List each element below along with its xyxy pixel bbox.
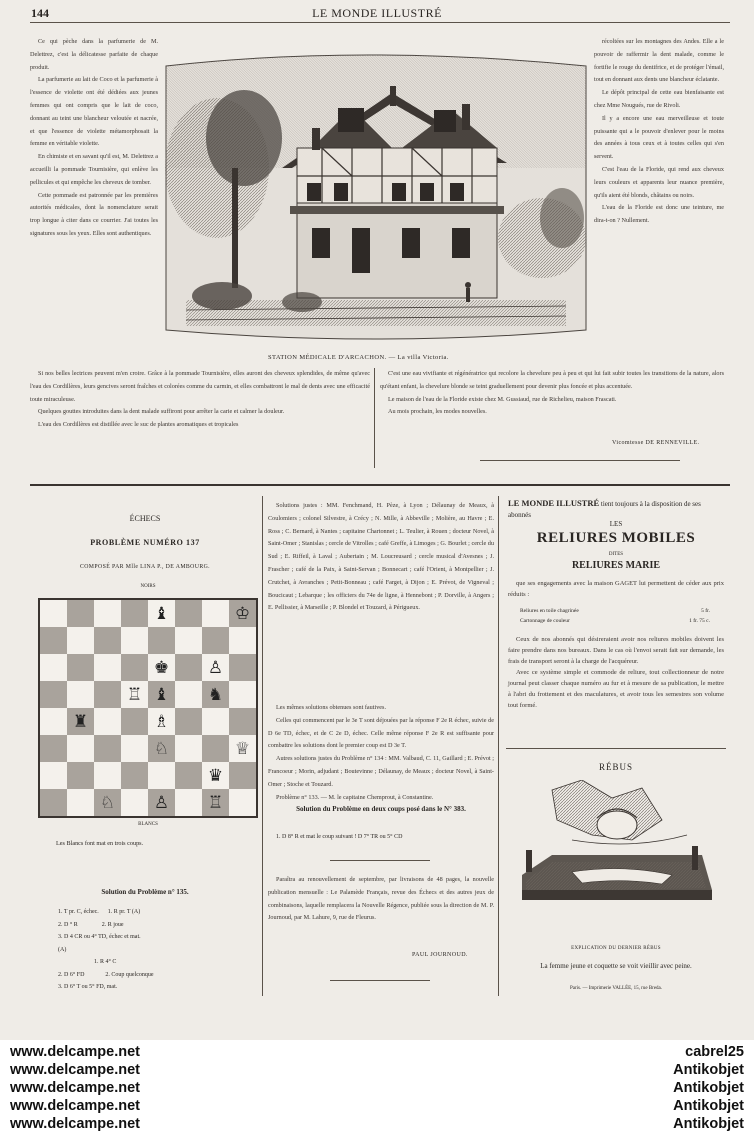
page-header bbox=[0, 4, 754, 20]
board-square bbox=[67, 789, 94, 816]
announcement-text: Paraîtra au renouvellement de septembre, par livraisons de 48 pages, la nouvelle publication mensuelle : Le Palamède Français, revue des Échecs et des autres jeux de combinaisons, laquelle remplacera la Nouvelle Régence, publiée sous la direction de M. P. Journoud, par M. Lahure, 9, rue de Fleurus. bbox=[268, 876, 494, 922]
masthead: LE MONDE ILLUSTRÉ bbox=[312, 6, 442, 20]
chess-solution-title: Solution du Problème n° 135. bbox=[101, 888, 189, 896]
middle-signature: PAUL JOURNOUD. bbox=[412, 952, 468, 958]
price-item: Cartonnage de couleur bbox=[520, 618, 570, 624]
engagement bbox=[508, 578, 724, 600]
board-square bbox=[67, 735, 94, 762]
paragraph: Si nos belles lectrices peuvent m'en croire. Grâce à la pommade Tournisière, elles auront des cheveux splendides, de même qu'avec l'eau des Cordillères, leurs gencives seront fraîches et colorées comme du carmin, et elles combattront le mal de dents avec une efficacité toute miraculeuse. bbox=[30, 370, 370, 403]
watermark-footer bbox=[0, 1040, 754, 1131]
solvers-list bbox=[268, 500, 494, 615]
end-rule bbox=[480, 460, 680, 461]
board-square bbox=[202, 708, 229, 735]
paragraph: Ceux de nos abonnés qui désireraient avoir nos reliures mobiles doivent les faire prendre dans nos bureaux. Dans le cas où l'envoi serait fait sur demande, les frais de transport seront à la charge de l'acquéreur. bbox=[508, 636, 724, 665]
board-square bbox=[40, 681, 67, 708]
board-square: ♙ bbox=[148, 789, 175, 816]
paragraph: Ce qui pèche dans la parfumerie de M. Delettrez, c'est la délicatesse parfaite de chaque produit. bbox=[30, 38, 158, 71]
article-continued-left bbox=[30, 368, 370, 432]
board-square bbox=[121, 708, 148, 735]
board-square bbox=[40, 762, 67, 789]
paragraph: La parfumerie au lait de Coco et la parfumerie à l'essence de violette ont été dédiées aux jeunes femmes qui ont compris que le lait de coco, donnant au teint une blancheur veloutée et nacrée, et que l'essence de violette métamorphosait la femme en véritable violette. bbox=[30, 76, 158, 148]
header-rule bbox=[30, 22, 730, 23]
footer-seller-name: Antikobjet bbox=[673, 1062, 744, 1078]
solver-notes bbox=[268, 702, 494, 804]
footer-seller-name: Antikobjet bbox=[673, 1116, 744, 1132]
board-square: ♘ bbox=[148, 735, 175, 762]
footer-site-link: www.delcampe.net bbox=[10, 1044, 140, 1060]
announcement bbox=[268, 874, 494, 925]
article-continued-right bbox=[380, 368, 724, 419]
dites-label: DITES bbox=[608, 552, 624, 557]
board-square: ♛ bbox=[202, 762, 229, 789]
middle-solution-title: Solution du Problème en deux coups posé dans le N° 383. bbox=[296, 805, 466, 813]
board-square bbox=[94, 600, 121, 627]
rebus-explanation-title: EXPLICATION DU DERNIER RÉBUS bbox=[571, 946, 661, 951]
board-square bbox=[94, 708, 121, 735]
rebus-illustration bbox=[512, 780, 720, 930]
price-value: 5 fr. bbox=[701, 608, 710, 614]
mate-note: Les Blancs font mat en trois coups. bbox=[56, 840, 144, 847]
chess-section-title: ÉCHECS bbox=[129, 514, 161, 523]
column-divider bbox=[262, 496, 263, 996]
short-rule bbox=[330, 860, 430, 861]
board-square bbox=[121, 762, 148, 789]
paragraph: Il y a encore une eau merveilleuse et toute puissante qui a le pouvoir d'enlever pour le moins des années à tous ceux et à toutes celles qui s'en servent. bbox=[594, 114, 724, 161]
board-square bbox=[148, 762, 175, 789]
board-square bbox=[67, 681, 94, 708]
page-number: 144 bbox=[31, 6, 49, 20]
reliures-paragraphs bbox=[508, 634, 724, 711]
article-column-left bbox=[30, 36, 158, 241]
board-square: ♙ bbox=[202, 654, 229, 681]
board-square bbox=[67, 600, 94, 627]
paragraph: Les mêmes solutions obtenues sont fautives. bbox=[276, 704, 386, 711]
board-bottom-label: BLANCS bbox=[138, 822, 158, 827]
price-row bbox=[520, 606, 710, 616]
paragraph: En chimiste et en savant qu'il est, M. Delettrez a accueilli la pommade Tournisière, qui enlève les pellicules et qui empêche les cheveux de tomber. bbox=[30, 153, 158, 186]
footer-site-link: www.delcampe.net bbox=[10, 1098, 140, 1114]
intro-bold: LE MONDE ILLUSTRÉ bbox=[508, 498, 600, 508]
board-square: ♖ bbox=[121, 681, 148, 708]
board-square: ♕ bbox=[229, 735, 256, 762]
board-square bbox=[67, 627, 94, 654]
section-divider bbox=[30, 484, 730, 486]
middle-solution-text: 1. D 8° R et mat le coup suivant ! D 7° TR ou 5° CD bbox=[276, 834, 403, 840]
paragraph: Cette pommade est patronnée par les premières autorités médicales, dont la nomenclature serait trop longue à citer dans ce courrier. J'ai toutes les signatures sous les yeux. Elles sont authentiques. bbox=[30, 191, 158, 237]
intro-rest: tient toujours à la disposition de ses abonnés bbox=[508, 500, 701, 519]
paragraph: Autres solutions justes du Problème n° 134 : MM. Valbaud, C. 11, Gaillard ; E. Prévot ; Francoeur ; Morin, adjudant ; Boutevinne ; Délaunay, de Meaux ; docteur Novel, à Saint-Omer ; Stoche et Touzard. bbox=[268, 755, 494, 788]
paragraph: Le maison de l'eau de la Floride existe chez M. Gussiaud, rue de Richelieu, maison Frascati. bbox=[388, 395, 617, 403]
footer-seller-name: Antikobjet bbox=[673, 1098, 744, 1114]
board-square bbox=[40, 735, 67, 762]
board-square bbox=[202, 627, 229, 654]
board-square: ♝ bbox=[148, 600, 175, 627]
board-square bbox=[175, 762, 202, 789]
price-value: 1 fr. 75 c. bbox=[689, 618, 710, 624]
footer-site-list bbox=[10, 1043, 140, 1133]
paragraph: L'eau des Cordillères est distillée avec le suc de plantes aromatiques et tropicales bbox=[38, 421, 239, 429]
board-square: ♔ bbox=[229, 600, 256, 627]
board-square bbox=[229, 762, 256, 789]
board-top-label: NOIRS bbox=[140, 584, 156, 589]
board-square bbox=[67, 654, 94, 681]
article-column-right bbox=[594, 36, 724, 228]
board-square bbox=[40, 600, 67, 627]
rebus-answer: La femme jeune et coquette se voit vieillir avec peine. bbox=[540, 962, 692, 970]
paragraph: L'eau de la Floride est donc une teinture, me dira-t-on ? Nullement. bbox=[594, 204, 724, 225]
board-square bbox=[40, 654, 67, 681]
paragraph: Le dépôt principal de cette eau bienfaisante est chez Mme Nougués, rue de Rivoli. bbox=[594, 89, 724, 109]
board-square bbox=[121, 789, 148, 816]
board-square bbox=[94, 654, 121, 681]
illustration-caption: STATION MÉDICALE D'ARCACHON. — La villa Victoria. bbox=[268, 354, 449, 361]
board-square bbox=[94, 762, 121, 789]
paragraph: Celles qui commencent par le 3e T sont déjouées par la réponse F 2e R échec, suivie de D 6e TD, échec, et de C 2e D, échec. Celle même réponse F 2e R est suffisante pour combattre les solutions dont le premier coup est D 3e T. bbox=[268, 716, 494, 750]
board-square bbox=[229, 681, 256, 708]
board-square bbox=[40, 627, 67, 654]
board-square bbox=[175, 654, 202, 681]
paragraph: Quelques gouttes introduites dans la dent malade suffiront pour arrêter la carie et calmer la douleur. bbox=[38, 408, 285, 416]
board-square bbox=[121, 600, 148, 627]
board-square bbox=[121, 654, 148, 681]
board-square bbox=[40, 789, 67, 816]
board-square bbox=[121, 735, 148, 762]
board-square bbox=[121, 627, 148, 654]
reliures-intro bbox=[508, 498, 724, 521]
board-square bbox=[175, 600, 202, 627]
author-signature: Vicomtesse DE RENNEVILLE. bbox=[612, 440, 700, 446]
board-square: ♝ bbox=[148, 681, 175, 708]
board-square bbox=[94, 627, 121, 654]
board-square bbox=[229, 627, 256, 654]
board-square bbox=[94, 735, 121, 762]
board-square bbox=[175, 789, 202, 816]
footer-seller-list bbox=[673, 1043, 744, 1133]
footer-site-link: www.delcampe.net bbox=[10, 1062, 140, 1078]
footer-seller-name: Antikobjet bbox=[673, 1080, 744, 1096]
les-label: LES bbox=[609, 520, 623, 528]
price-row bbox=[520, 616, 710, 626]
board-square bbox=[175, 681, 202, 708]
paragraph: Au mois prochain, les modes nouvelles. bbox=[388, 408, 487, 416]
chess-composer: COMPOSÉ PAR Mlle LINA P., DE AMBOURG. bbox=[79, 564, 211, 570]
reliures-subtitle: RELIURES MARIE bbox=[571, 560, 661, 571]
board-square bbox=[229, 654, 256, 681]
paragraph: C'est l'eau de la Floride, qui rend aux cheveux leurs couleurs et apparents leur nuance première, qu'ils aient été blonds, châtains ou noirs. bbox=[594, 165, 724, 199]
chess-problem-title: PROBLÈME NUMÉRO 137 bbox=[90, 538, 200, 547]
board-square bbox=[67, 762, 94, 789]
solvers-paragraph: Solutions justes : MM. Fenchmand, H. Pèze, à Lyon ; Délaunay de Meaux, à Coulomiers ; colonel Silvestre, à Crécy ; N. Mille, à Abbeville ; Molière, au Havre ; E. Ross ; C. Bernard, à Nantes ; capitaine Chartonnet ; L. Teulier, à Rouen ; docteur Novel, à Saint-Omer ; Stanislas ; cercle de Vitrolles ; café Greffe, à Limoges ; G. Bourlet ; cercle du Sud ; E. Riffeil, à Laval ; Aubertain ; M. Loucreusard ; cercle musical d'Avesnes ; J. Frascher ; café de la Paix, à Saint-Servan ; Bonnecart ; café l'Orient, à Montpellier ; J. Crutchet, à Avranches ; Petit-Bonneau ; café Farget, à Dijon ; E. Prévot, de Vigneval ; Boucicaut ; Lebarque ; les officiers du 74e de ligne, à Hennebont ; P. Dorville, à Angers ; E. Pellissier, à Marseille ; P. Blondel et Touzard, à Périgueux. bbox=[268, 502, 494, 612]
board-square bbox=[175, 735, 202, 762]
board-square: ♖ bbox=[202, 789, 229, 816]
board-square bbox=[229, 789, 256, 816]
paragraph: C'est une eau vivifiante et régénératrice qui recolore la chevelure peu à peu et qui lui fait subir toutes les transitions de la nature, alors qu'étant enfant, la chevelure blonde se teint graduellement pour devenir plus foncée et plus accentuée. bbox=[380, 370, 724, 390]
board-square bbox=[148, 627, 175, 654]
villa-illustration bbox=[162, 48, 590, 348]
paragraph: récoltées sur les montagnes des Andes. Elle a le pouvoir de raffermir la dent malade, comme le fortifie le rouge du dentifrice, et de protéger l'émail, tout en donnant aux dents une blancheur éclatante. bbox=[594, 38, 724, 84]
board-square: ♘ bbox=[94, 789, 121, 816]
board-square: ♚ bbox=[148, 654, 175, 681]
board-square: ♞ bbox=[202, 681, 229, 708]
paragraph: Avec ce système simple et commode de reliure, tout collectionneur de notre journal peut classer chaque numéro au fur et à mesure de sa publication, le mettre à l'abri du frottement et des maculatures, et avoir tous les semestres son volume tout formé. bbox=[508, 669, 724, 709]
column-divider bbox=[498, 496, 499, 996]
short-rule bbox=[330, 980, 430, 981]
board-square bbox=[202, 735, 229, 762]
price-list bbox=[520, 606, 710, 626]
board-square bbox=[229, 708, 256, 735]
rebus-top-rule bbox=[506, 748, 726, 749]
board-square bbox=[40, 708, 67, 735]
reliures-title: RELIURES MOBILES bbox=[536, 530, 696, 546]
column-divider bbox=[374, 368, 375, 468]
board-square: ♜ bbox=[67, 708, 94, 735]
chess-solution: 1. T pr. C, échec. 1. R pr. T (A) 2. D ° R 2. R joue 3. D 4 CR ou 4° TD, échec et mat. (A) 1. R 4° C 2. D 6° FD 2. Coup quelconque 3. D 6° T ou 5° FD, mat. bbox=[58, 909, 154, 990]
printer-imprint: Paris. — Imprimerie VALLÉE, 15, rue Breda. bbox=[569, 986, 663, 991]
board-square bbox=[175, 627, 202, 654]
footer-site-link: www.delcampe.net bbox=[10, 1116, 140, 1132]
paragraph: Problème n° 133. — M. le capitaine Chemprout, à Constantine. bbox=[276, 793, 434, 801]
board-square: ♗ bbox=[148, 708, 175, 735]
footer-site-link: www.delcampe.net bbox=[10, 1080, 140, 1096]
engagement-text: que ses engagements avec la maison GAGET lui permettent de céder aux prix réduits : bbox=[508, 580, 724, 598]
rebus-title: RÉBUS bbox=[598, 762, 633, 772]
price-item: Reliures en toile chagrinée bbox=[520, 608, 579, 614]
footer-seller-name: cabrel25 bbox=[685, 1044, 744, 1060]
board-square bbox=[94, 681, 121, 708]
chess-board bbox=[38, 598, 258, 818]
board-square bbox=[202, 600, 229, 627]
board-square bbox=[175, 708, 202, 735]
